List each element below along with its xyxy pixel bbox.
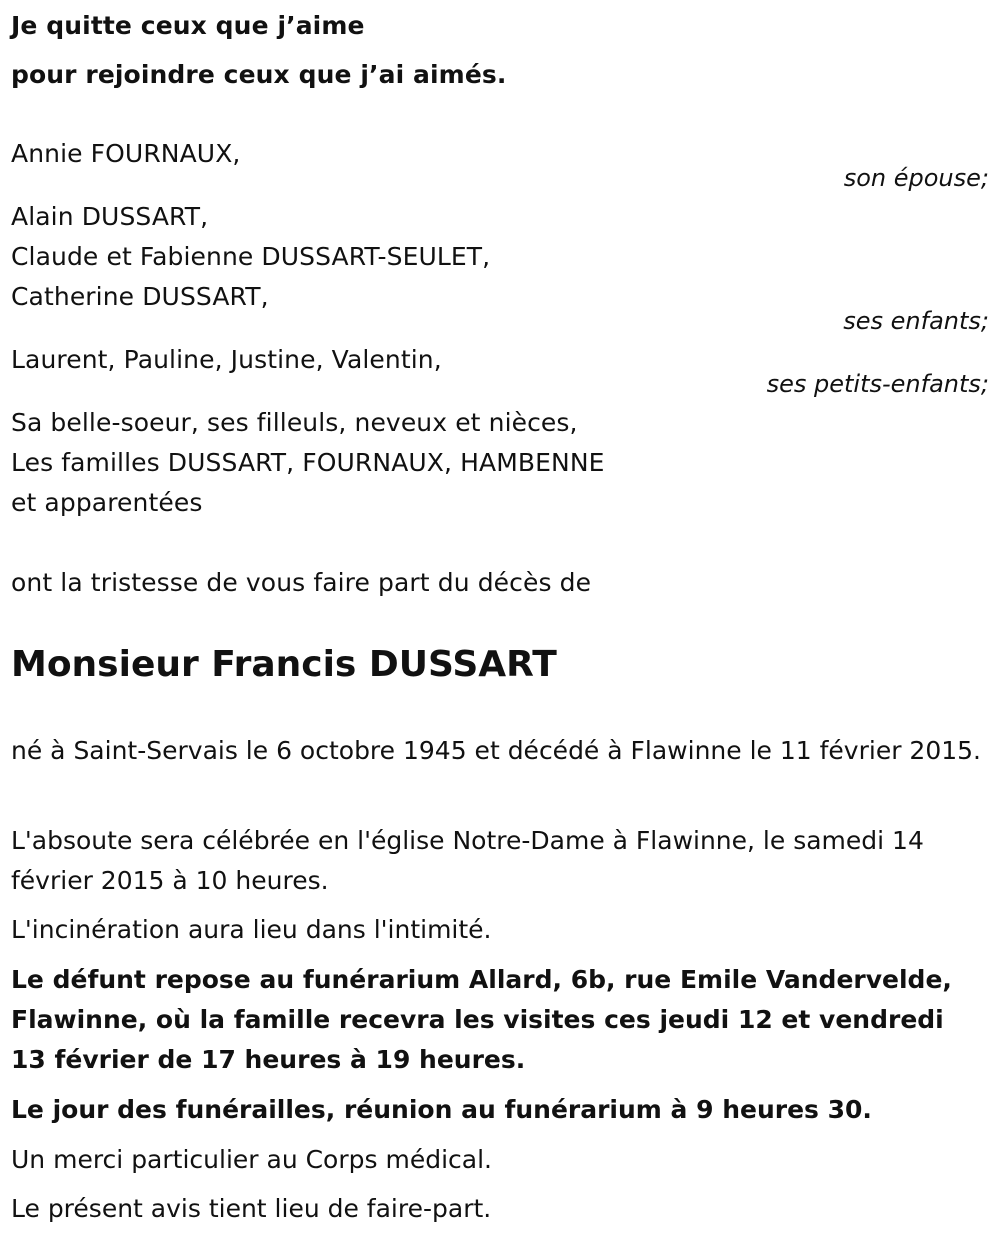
other-family-line-1: Sa belle-soeur, ses filleuls, neveux et nièces, — [11, 408, 578, 437]
other-family-line-3: et apparentées — [11, 488, 203, 517]
deceased-name: Monsieur Francis DUSSART — [11, 644, 557, 685]
child-name-3: Catherine DUSSART, — [11, 282, 269, 311]
birth-death-text: né à Saint-Servais le 6 octobre 1945 et décédé à Flawinne le 11 février 2015. — [11, 736, 981, 765]
child-name-1: Alain DUSSART, — [11, 202, 209, 231]
spouse-name: Annie FOURNAUX, — [11, 139, 241, 168]
visitation-text: Le défunt repose au funérarium Allard, 6b, rue Emile Vandervelde, Flawinne, où la famille recevra les visites ces jeudi 12 et vendredi 13 février de 17 heures à 19 heures. — [11, 965, 952, 1074]
notice-text: Le présent avis tient lieu de faire-part. — [11, 1194, 492, 1223]
other-family-line-2: Les familles DUSSART, FOURNAUX, HAMBENNE — [11, 448, 605, 477]
children-role: ses enfants; — [843, 307, 989, 335]
quote-line-2: pour rejoindre ceux que j’ai aimés. — [11, 60, 507, 89]
announcement-text: ont la tristesse de vous faire part du décès de — [11, 568, 592, 597]
grandchildren-names: Laurent, Pauline, Justine, Valentin, — [11, 345, 442, 374]
quote-line-1: Je quitte ceux que j’aime — [11, 11, 365, 40]
thanks-text: Un merci particulier au Corps médical. — [11, 1145, 492, 1174]
child-name-2: Claude et Fabienne DUSSART-SEULET, — [11, 242, 491, 271]
cremation-text: L'incinération aura lieu dans l'intimité. — [11, 915, 492, 944]
ceremony-text: L'absoute sera célébrée en l'église Notre-Dame à Flawinne, le samedi 14 février 2015 à 10 heures. — [11, 826, 924, 895]
grandchildren-role: ses petits-enfants; — [766, 370, 989, 398]
spouse-role: son épouse; — [843, 164, 989, 192]
funeral-day-text: Le jour des funérailles, réunion au funérarium à 9 heures 30. — [11, 1095, 872, 1124]
